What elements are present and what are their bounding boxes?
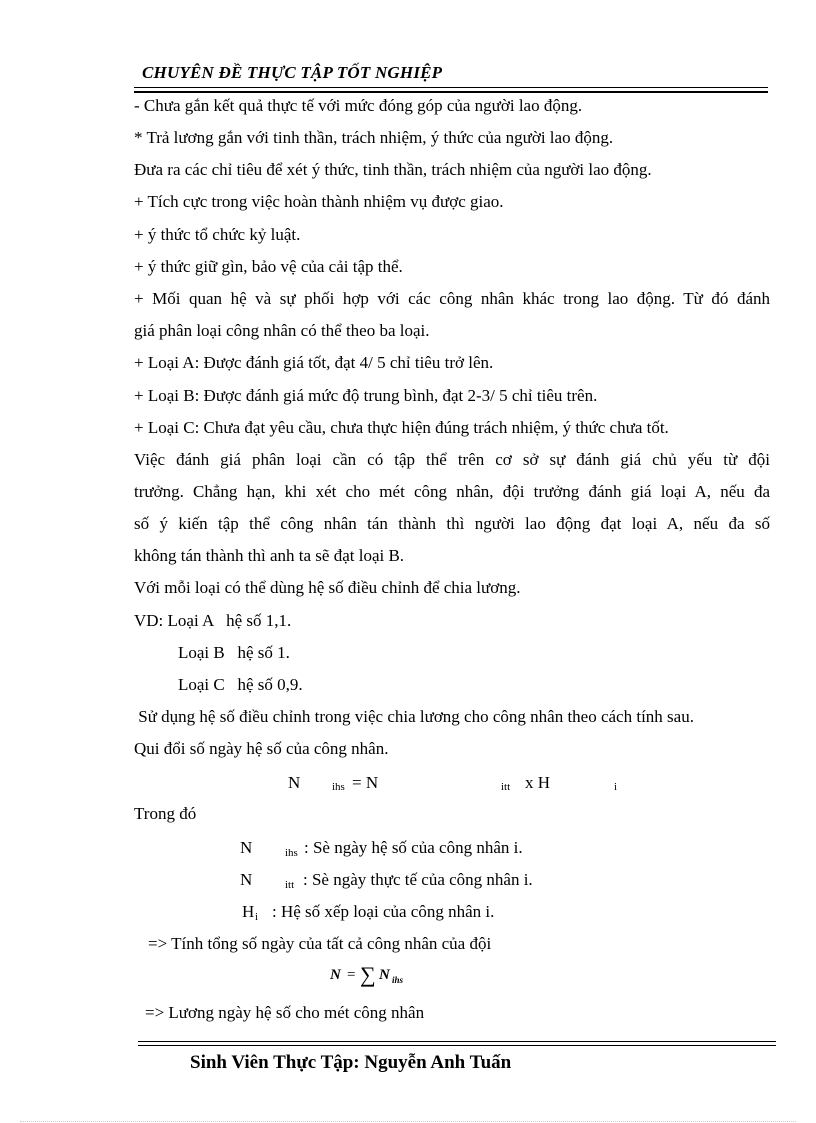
header-rule-bottom — [134, 91, 768, 93]
list-item: + Loại C: Chưa đạt yêu cầu, chưa thực hiện đúng trách nhiệm, ý thức chưa tốt. — [134, 418, 669, 437]
text-line: trưởng. Chẳng hạn, khi xét cho mét công nhân, đội trưởng đánh giá loại A, nếu đa — [134, 482, 770, 501]
formula-subscript: ihs — [392, 975, 404, 985]
text-line: Sử dụng hệ số điều chỉnh trong việc chia lương cho công nhân theo cách tính sau. — [134, 707, 694, 726]
text-line: - Chưa gắn kết quả thực tế với mức đóng góp của người lao động. — [134, 96, 583, 115]
formula-equals: = — [347, 967, 356, 983]
footer-rule-top — [138, 1041, 776, 1042]
text-line: Qui đổi số ngày hệ số của công nhân. — [134, 739, 389, 758]
definition-subscript: itt — [285, 879, 295, 891]
list-item: + Loại B: Được đánh giá mức độ trung bình, đạt 2-3/ 5 chỉ tiêu trên. — [134, 386, 598, 405]
definition-text: : Sè ngày thực tế của công nhân i. — [303, 870, 533, 889]
text-line: Đưa ra các chỉ tiêu để xét ý thức, tinh thần, trách nhiệm của người lao động. — [134, 160, 652, 179]
list-item: + ý thức tổ chức kỷ luật. — [134, 225, 301, 244]
example-line: VD: Loại A hệ số 1,1. — [134, 611, 292, 630]
example-line: Loại C hệ số 0,9. — [178, 675, 303, 694]
formula-subscript: i — [614, 781, 618, 793]
formula-subscript: itt — [501, 781, 511, 793]
definition-subscript: i — [255, 911, 259, 923]
sum-symbol: ∑ — [360, 962, 376, 987]
text-line: Việc đánh giá phân loại cần có tập thể trên cơ sở sự đánh giá chủ yếu từ đội — [134, 450, 770, 469]
definition-symbol: N — [240, 838, 253, 857]
text-line: * Trả lương gắn với tinh thần, trách nhiệm, ý thức của người lao động. — [134, 128, 614, 147]
list-item: + Tích cực trong việc hoàn thành nhiệm vụ được giao. — [134, 192, 504, 211]
definition-subscript: ihs — [285, 847, 298, 859]
footer-author: Sinh Viên Thực Tập: Nguyễn Anh Tuấn — [190, 1052, 512, 1073]
list-item: + Loại A: Được đánh giá tốt, đạt 4/ 5 chỉ tiêu trở lên. — [134, 353, 494, 372]
definition-symbol: H — [242, 902, 255, 921]
list-item: + Mối quan hệ và sự phối hợp với các công nhân khác trong lao động. Từ đó đánh — [134, 289, 770, 308]
text-line: => Lương ngày hệ số cho mét công nhân — [145, 1003, 425, 1022]
formula-var: N — [379, 967, 390, 983]
formula-var: N — [330, 967, 341, 983]
definition-symbol: N — [240, 870, 253, 889]
definition-text: : Hệ số xếp loại của công nhân i. — [272, 902, 495, 921]
text-line: số ý kiến tập thể công nhân tán thành thì người lao động đạt loại A, nếu đa số — [134, 514, 770, 533]
footer-rule-bottom — [138, 1045, 776, 1046]
text-line: không tán thành thì anh ta sẽ đạt loại B. — [134, 546, 405, 565]
header-rule-top — [134, 87, 768, 88]
page-bottom-divider — [20, 1121, 796, 1122]
formula-var: x H — [525, 773, 551, 792]
text-line: giá phân loại công nhân có thể theo ba loại. — [134, 321, 430, 340]
formula-subscript: ihs — [332, 781, 345, 793]
header-title: CHUYÊN ĐỀ THỰC TẬP TỐT NGHIỆP — [142, 63, 443, 82]
text-line: Với mỗi loại có thể dùng hệ số điều chỉnh để chia lương. — [134, 578, 521, 597]
definition-text: : Sè ngày hệ số của công nhân i. — [304, 838, 523, 857]
text-line: Trong đó — [134, 804, 197, 823]
text-line: => Tính tổng số ngày của tất cả công nhân của đội — [148, 934, 492, 953]
formula-equals: = N — [352, 773, 379, 792]
example-line: Loại B hệ số 1. — [178, 643, 290, 662]
formula-var: N — [288, 773, 301, 792]
list-item: + ý thức giữ gìn, bảo vệ của cải tập thể. — [134, 257, 403, 276]
